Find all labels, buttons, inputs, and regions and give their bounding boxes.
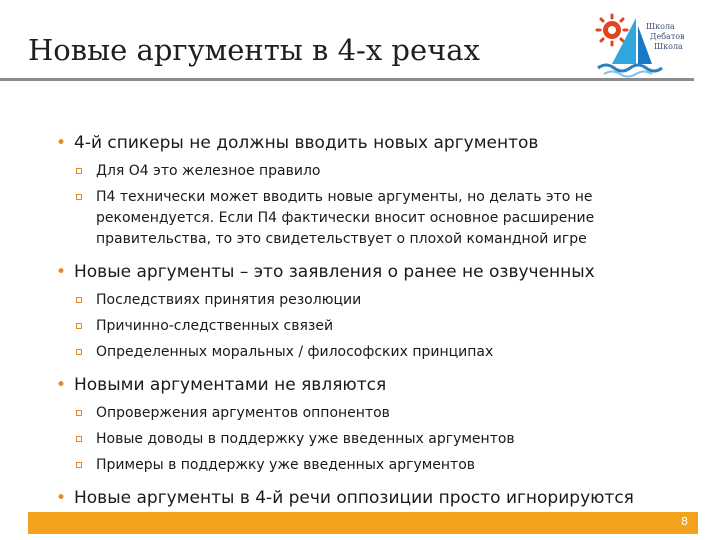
bullet-text: Новые аргументы в 4-й речи оппозиции просто игнорируются [74, 488, 634, 508]
bullet-dot-icon: • [56, 375, 67, 395]
bullet-dot-icon: • [56, 133, 67, 153]
sub-bullet-text: Новые доводы в поддержку уже введенных аргументов [96, 431, 515, 447]
bullet-text: Новые аргументы – это заявления о ранее не озвученных [74, 262, 595, 282]
square-bullet-icon [76, 462, 82, 468]
square-bullet-icon [76, 168, 82, 174]
sub-bullet-item [56, 403, 676, 424]
sub-bullet-item [56, 455, 676, 476]
sun-icon [597, 15, 627, 45]
footer-bar [28, 512, 698, 534]
bullet-list [56, 132, 676, 513]
bullet-text: Новыми аргументами не являются [74, 375, 387, 395]
bullet-item [56, 374, 676, 396]
sub-bullet-item [56, 290, 676, 311]
sub-bullet-item [56, 342, 676, 363]
sub-bullet-text: Опровержения аргументов оппонентов [96, 405, 390, 421]
sub-bullet-text: Определенных моральных / философских принципах [96, 344, 494, 360]
square-bullet-icon [76, 297, 82, 303]
square-bullet-icon [76, 436, 82, 442]
bullet-dot-icon: • [56, 262, 67, 282]
sub-bullet-item [56, 161, 676, 182]
bullet-text: 4-й спикеры не должны вводить новых аргументов [74, 133, 539, 153]
sub-bullet-text: П4 технически может вводить новые аргументы, но делать это не рекомендуется. Если П4 фактически вносит основное расширение правительства, то это свидетельствует о плохой командной игре [96, 189, 595, 247]
sub-bullet-text: Примеры в поддержку уже введенных аргументов [96, 457, 476, 473]
bullet-dot-icon: • [56, 488, 67, 508]
square-bullet-icon [76, 194, 82, 200]
sub-bullet-item [56, 316, 676, 337]
sub-bullet-text: Причинно-следственных связей [96, 318, 334, 334]
logo-wordmark: Школа Дебатов Школа [646, 22, 685, 51]
sub-bullet-item [56, 429, 676, 450]
sub-bullet-text: Последствиях принятия резолюции [96, 292, 362, 308]
square-bullet-icon [76, 349, 82, 355]
slide-title: Новые аргументы в 4-х речах [28, 33, 480, 67]
sub-bullet-item [56, 187, 676, 250]
sub-bullet-text: Для О4 это железное правило [96, 163, 321, 179]
page-number: 8 [681, 515, 688, 528]
title-divider [0, 78, 694, 81]
square-bullet-icon [76, 323, 82, 329]
bullet-item [56, 132, 676, 154]
square-bullet-icon [76, 410, 82, 416]
bullet-item [56, 261, 676, 283]
bullet-item [56, 487, 676, 509]
